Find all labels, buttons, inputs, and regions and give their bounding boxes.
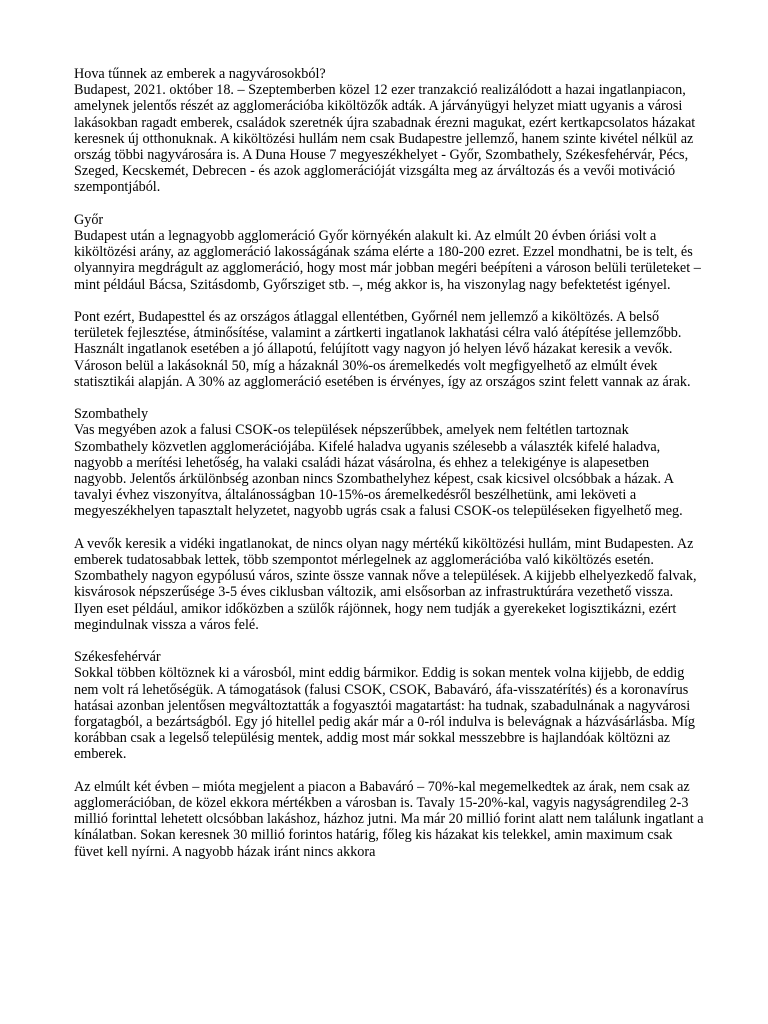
section-paragraph: Pont ezért, Budapesttel és az országos átlaggal ellentétben, Győrnél nem jellemző a kiköltözés. A belső területek fejlesztése, átminősítése, valamint a zártkerti ingatlanok lakhatási célra való átépítése jellemzőbb. Használt ingatlanok esetében a jó állapotú, felújított vagy nagyon jó helyen lévő házakat keresik a vevők. Városon belül a lakásoknál 50, míg a házaknál 30%-os áremelkedés volt megfigyelhető az elmúlt évek statisztikái alapján. A 30% az agglomeráció esetében is érvényes, így az országos szint felett vannak az árak. — [74, 309, 691, 390]
document-page — [74, 66, 704, 876]
section-paragraph: Az elmúlt két évben – mióta megjelent a piacon a Babaváró – 70%-kal megemelkedtek az árak, nem csak az agglomerációban, de közel ekkora mértékben a városban is. Tavaly 15-20%-kal, vagyis nagyságrendileg 2-3 millió forinttal lehetett olcsóbban lakáshoz, házhoz jutni. Ma már 20 millió forint alatt nem találunk ingatlant a kínálatban. Sokan keresnek 30 millió forintos határig, főleg kis házakat kis telekkel, amin maximum csak füvet kell nyírni. A nagyobb házak iránt nincs akkora — [74, 778, 704, 860]
intro-paragraph: Budapest, 2021. október 18. – Szeptemberben közel 12 ezer tranzakció realizálódott a hazai ingatlanpiacon, amelynek jelentős részét az agglomerációba kiköltözők adták. A járványügyi helyzet miatt ugyanis a városi lakásokban ragadt emberek, családok szeretnék újra szabadnak érezni magukat, ezért kertkapcsolatos házakat keresnek új otthonuknak. A kiköltözési hullám nem csak Budapestre jellemző, hanem szinte kivétel nélkül az ország többi nagyvárosára is. A Duna House 7 megyeszékhelyet - Győr, Szombathely, Székesfehérvár, Pécs, Szeged, Kecskemét, Debrecen - és azok agglomerációját vizsgálta meg az árváltozás és a vevői motiváció szempontjából. — [74, 82, 696, 196]
section-heading: Székesfehérvár — [74, 649, 161, 666]
section-paragraph: Vas megyében azok a falusi CSOK-os települések népszerűbbek, amelyek nem feltétlen tartoznak Szombathely közvetlen agglomerációjába. Kifelé haladva ugyanis szélesebb a választék kifelé haladva, nagyobb a merítési lehetőség, ha valaki családi házat vásárolna, és ehhez a telekigénye is alapesetben nagyobb. Jelentős árkülönbség azonban nincs Szombathelyhez képest, csak kicsivel olcsóbbak a házak. A tavalyi évhez viszonyítva, általánosságban 10-15%-os áremelkedésről beszélhetünk, ami leköveti a megyeszékhelyen tapasztalt helyzetet, nagyobb ugrás csak a falusi CSOK-os településeken figyelhető meg. — [74, 422, 683, 520]
section-gyor — [74, 212, 704, 390]
section-szekesfehervar — [74, 649, 704, 860]
section-paragraph: Sokkal többen költöznek ki a városból, mint eddig bármikor. Eddig is sokan mentek volna kijjebb, de eddig nem volt rá lehetőségük. A támogatások (falusi CSOK, CSOK, Babaváró, áfa-visszatérítés) és a koronavírus hatásai azonban jelentősen megváltoztatták a fogyasztói magatartást: ha tudnak, szabadulnának a nagyvárosi forgatagból, a bezártságból. Egy jó hitellel pedig akár már a 0-ról indulva is belevágnak a házvásárlásba. Míg korábban csak a legelső településig mentek, addig most már sokkal messzebbre is hajlandóak költözni az emberek. — [74, 665, 696, 763]
document-title: Hova tűnnek az emberek a nagyvárosokból? — [74, 66, 326, 82]
section-heading: Szombathely — [74, 406, 149, 423]
section-heading: Győr — [74, 211, 104, 228]
section-paragraph: A vevők keresik a vidéki ingatlanokat, de nincs olyan nagy mértékű kiköltözési hullám, mint Budapesten. Az emberek tudatosabbak lettek, több szempontot mérlegelnek az agglomerációba való kiköltözés esetén. Szombathely nagyon egypólusú város, szinte össze vannak nőve a települések. A kijjebb elhelyezkedő falvak, kisvárosok népszerűsége 3-5 éves ciklusban változik, ami elsősorban az infrastruktúrára vezethető vissza. Ilyen eset például, amikor időközben a szülők rájönnek, hogy nem tudják a gyerekeket logisztikázni, ezért megindulnak vissza a város felé. — [74, 535, 697, 633]
section-paragraph: Budapest után a legnagyobb agglomeráció Győr környékén alakult ki. Az elmúlt 20 évben óriási volt a kiköltözési arány, az agglomeráció lakosságának száma elérte a 180-200 ezret. Ezzel mondhatni, be is telt, és olyannyira megdrágult az agglomeráció, hogy most már jobban megéri beépíteni a városon belüli területeket – mint például Bácsa, Szitásdomb, Győrsziget stb. –, még akkor is, ha viszonylag nagy befektetést igényel. — [74, 228, 701, 293]
section-szombathely — [74, 406, 704, 633]
